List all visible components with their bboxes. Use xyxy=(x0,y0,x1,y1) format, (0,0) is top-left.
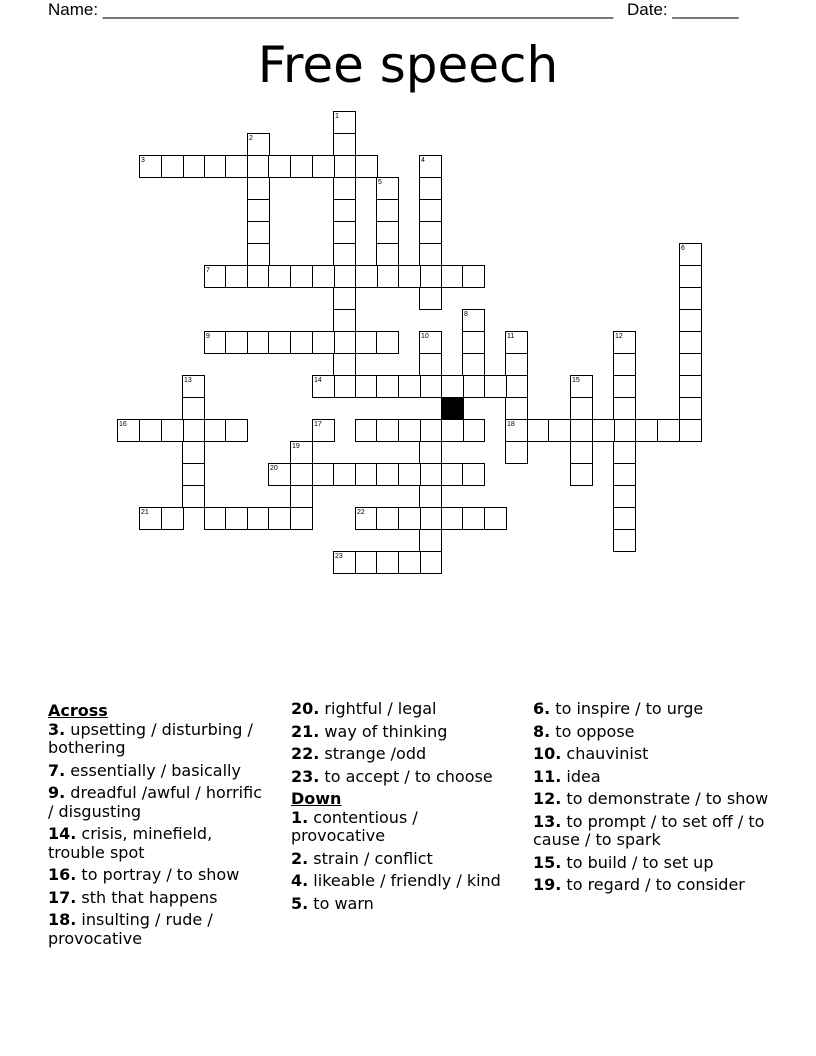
clue-number: 19. xyxy=(533,875,562,894)
grid-cell[interactable] xyxy=(419,419,442,442)
cell-number: 10 xyxy=(421,333,429,340)
grid-cell[interactable] xyxy=(247,155,270,178)
cell-number: 15 xyxy=(572,377,580,384)
clue xyxy=(533,700,773,719)
grid-cell[interactable] xyxy=(441,463,464,486)
grid-cell[interactable] xyxy=(204,155,227,178)
clue-number: 2. xyxy=(291,848,309,868)
clue-number: 4. xyxy=(291,871,309,890)
grid-cell[interactable] xyxy=(312,463,335,486)
grid-cell[interactable] xyxy=(247,507,270,530)
grid-cell[interactable] xyxy=(505,397,528,420)
clue xyxy=(291,872,516,891)
clue xyxy=(291,850,516,869)
grid-cell[interactable] xyxy=(613,375,636,398)
clue xyxy=(533,813,773,850)
clue xyxy=(533,790,773,809)
grid-cell[interactable] xyxy=(635,419,658,442)
grid-cell[interactable] xyxy=(419,507,442,530)
clue-text: contentious / provocative xyxy=(291,807,418,845)
grid-cell[interactable] xyxy=(225,507,248,530)
clues-column-3 xyxy=(533,700,773,899)
grid-cell[interactable] xyxy=(182,463,205,486)
grid-cell[interactable] xyxy=(376,507,399,530)
grid-cell[interactable] xyxy=(441,265,464,288)
cell-number: 18 xyxy=(507,421,515,428)
grid-cell[interactable] xyxy=(290,331,313,354)
grid-cell[interactable] xyxy=(247,331,270,354)
clue xyxy=(48,784,268,821)
name-field[interactable]: Name: ______________________________________________________ xyxy=(48,0,614,19)
grid-cell[interactable] xyxy=(333,199,356,222)
clue-text: upsetting / disturbing / bothering xyxy=(48,719,253,757)
grid-cell[interactable] xyxy=(679,397,702,420)
clue xyxy=(533,723,773,742)
grid-cell[interactable] xyxy=(333,463,356,486)
clue xyxy=(48,721,268,758)
grid-cell[interactable] xyxy=(355,463,378,486)
grid-cell[interactable] xyxy=(183,155,206,178)
clue-text: chauvinist xyxy=(561,744,649,763)
clue xyxy=(291,700,516,719)
grid-cell[interactable] xyxy=(484,507,507,530)
clue xyxy=(291,895,516,914)
grid-cell[interactable] xyxy=(333,243,356,266)
black-cell xyxy=(441,397,464,420)
grid-cell[interactable] xyxy=(376,199,399,222)
grid-cell[interactable] xyxy=(355,331,378,354)
grid-cell[interactable] xyxy=(376,331,399,354)
grid-cell[interactable] xyxy=(376,265,399,288)
grid-cell[interactable] xyxy=(182,419,205,442)
clue xyxy=(291,809,516,846)
clue xyxy=(48,825,268,862)
grid-cell[interactable] xyxy=(462,331,485,354)
cell-number: 7 xyxy=(206,267,210,274)
cell-number: 11 xyxy=(507,333,515,340)
grid-cell[interactable] xyxy=(247,243,270,266)
clue-number: 16. xyxy=(48,865,77,884)
clue-text: likeable / friendly / kind xyxy=(308,871,501,890)
grid-cell[interactable] xyxy=(462,265,485,288)
clue-text: essentially / basically xyxy=(65,760,241,780)
grid-cell[interactable] xyxy=(376,221,399,244)
grid-cell[interactable] xyxy=(398,551,421,574)
grid-cell[interactable] xyxy=(613,485,636,508)
grid-cell[interactable] xyxy=(613,507,636,530)
grid-cell[interactable] xyxy=(355,155,378,178)
grid-cell[interactable] xyxy=(333,287,356,310)
grid-cell[interactable] xyxy=(333,353,356,376)
cell-number: 13 xyxy=(184,377,192,384)
grid-cell[interactable] xyxy=(462,463,485,486)
grid-cell[interactable] xyxy=(268,155,291,178)
grid-cell[interactable] xyxy=(484,375,507,398)
grid-cell[interactable] xyxy=(679,309,702,332)
grid-cell[interactable] xyxy=(376,419,399,442)
cell-number: 22 xyxy=(357,509,365,516)
grid-cell[interactable] xyxy=(398,419,421,442)
cell-number: 4 xyxy=(421,157,425,164)
grid-cell[interactable] xyxy=(204,507,227,530)
clue xyxy=(48,911,268,948)
clue-text: to warn xyxy=(308,893,374,913)
grid-cell[interactable] xyxy=(290,463,313,486)
clue-section-heading: Down xyxy=(291,789,342,808)
cell-number: 12 xyxy=(615,333,623,340)
grid-cell[interactable] xyxy=(570,441,593,464)
clue-text: crisis, minefield, trouble spot xyxy=(48,824,213,862)
cell-number: 8 xyxy=(464,311,468,318)
grid-cell[interactable] xyxy=(570,419,593,442)
grid-cell[interactable] xyxy=(333,331,356,354)
clue xyxy=(291,768,516,787)
grid-cell[interactable] xyxy=(247,265,270,288)
grid-cell[interactable] xyxy=(527,419,550,442)
clue-text: way of thinking xyxy=(319,721,448,741)
grid-cell[interactable] xyxy=(613,397,636,420)
clue-number: 5. xyxy=(291,893,309,913)
grid-cell[interactable] xyxy=(419,463,442,486)
grid-cell[interactable] xyxy=(333,375,356,398)
grid-cell[interactable] xyxy=(333,221,356,244)
grid-cell[interactable] xyxy=(312,265,335,288)
grid-cell[interactable] xyxy=(441,375,464,398)
grid-cell[interactable] xyxy=(462,419,485,442)
clue-text: strange /odd xyxy=(319,744,427,763)
cell-number: 14 xyxy=(314,377,322,384)
clue xyxy=(533,854,773,873)
grid-cell[interactable] xyxy=(441,419,464,442)
grid-cell[interactable] xyxy=(376,243,399,266)
grid-cell[interactable] xyxy=(225,265,248,288)
clue-text: dreadful /awful / horrific / disgusting xyxy=(48,783,262,821)
clue-number: 10. xyxy=(533,744,562,763)
grid-cell[interactable] xyxy=(613,529,636,552)
clue-text: to portray / to show xyxy=(76,865,240,884)
grid-cell[interactable] xyxy=(679,353,702,376)
grid-cell[interactable] xyxy=(398,463,421,486)
clue-number: 20. xyxy=(291,699,320,718)
grid-cell[interactable] xyxy=(333,309,356,332)
clue-text: sth that happens xyxy=(76,887,218,907)
clue-number: 21. xyxy=(291,721,320,741)
grid-cell[interactable] xyxy=(268,331,291,354)
grid-cell[interactable] xyxy=(679,287,702,310)
grid-cell[interactable] xyxy=(679,419,702,442)
grid-cell[interactable] xyxy=(161,507,184,530)
grid-cell[interactable] xyxy=(398,375,421,398)
grid-cell[interactable] xyxy=(355,419,378,442)
clue-text: to build / to set up xyxy=(561,852,714,872)
cell-number: 6 xyxy=(681,245,685,252)
cell-number: 17 xyxy=(314,421,322,428)
grid-cell[interactable] xyxy=(225,155,248,178)
clue-text: to regard / to consider xyxy=(561,875,745,894)
clues-column-1 xyxy=(48,700,268,952)
grid-cell[interactable] xyxy=(592,419,615,442)
grid-cell[interactable] xyxy=(247,199,270,222)
grid-cell[interactable] xyxy=(376,463,399,486)
grid-cell[interactable] xyxy=(419,529,442,552)
clue-number: 3. xyxy=(48,719,66,739)
clue xyxy=(533,768,773,787)
clue-number: 17. xyxy=(48,887,77,907)
cell-number: 2 xyxy=(249,135,253,142)
grid-cell[interactable] xyxy=(290,507,313,530)
grid-cell[interactable] xyxy=(419,375,442,398)
grid-cell[interactable] xyxy=(570,397,593,420)
clue-number: 1. xyxy=(291,807,309,827)
grid-cell[interactable] xyxy=(613,441,636,464)
clue-number: 22. xyxy=(291,744,320,763)
grid-cell[interactable] xyxy=(333,133,356,156)
grid-cell[interactable] xyxy=(268,507,291,530)
clue-number: 8. xyxy=(533,721,551,741)
grid-cell[interactable] xyxy=(419,199,442,222)
grid-cell[interactable] xyxy=(462,375,485,398)
clue-number: 11. xyxy=(533,766,562,786)
clue-number: 12. xyxy=(533,789,562,808)
date-field[interactable]: Date: _______ xyxy=(627,0,739,19)
cell-number: 21 xyxy=(141,509,149,516)
grid-cell[interactable] xyxy=(398,507,421,530)
grid-cell[interactable] xyxy=(225,419,248,442)
grid-cell[interactable] xyxy=(441,507,464,530)
cell-number: 3 xyxy=(141,157,145,164)
grid-cell[interactable] xyxy=(333,265,356,288)
grid-cell[interactable] xyxy=(204,419,227,442)
grid-cell[interactable] xyxy=(312,331,335,354)
cell-number: 5 xyxy=(378,179,382,186)
grid-cell[interactable] xyxy=(247,177,270,200)
grid-cell[interactable] xyxy=(161,155,184,178)
grid-cell[interactable] xyxy=(333,155,356,178)
page-title: Free speech xyxy=(257,36,559,94)
clue-number: 13. xyxy=(533,811,562,831)
clue-number: 15. xyxy=(533,852,562,872)
grid-cell[interactable] xyxy=(613,353,636,376)
grid-cell[interactable] xyxy=(225,331,248,354)
clue-text: rightful / legal xyxy=(319,699,437,718)
grid-cell[interactable] xyxy=(355,551,378,574)
grid-cell[interactable] xyxy=(355,265,378,288)
clue-text: to accept / to choose xyxy=(319,766,493,786)
grid-cell[interactable] xyxy=(419,265,442,288)
grid-cell[interactable] xyxy=(398,265,421,288)
clue-text: idea xyxy=(561,766,601,786)
grid-cell[interactable] xyxy=(419,441,442,464)
grid-cell[interactable] xyxy=(419,551,442,574)
grid-cell[interactable] xyxy=(247,221,270,244)
grid-cell[interactable] xyxy=(161,419,184,442)
grid-cell[interactable] xyxy=(613,419,636,442)
grid-cell[interactable] xyxy=(290,155,313,178)
grid-cell[interactable] xyxy=(355,375,378,398)
clue-text: insulting / rude / provocative xyxy=(48,910,213,948)
grid-cell[interactable] xyxy=(419,177,442,200)
grid-cell[interactable] xyxy=(548,419,571,442)
grid-cell[interactable] xyxy=(679,331,702,354)
clue xyxy=(291,745,516,764)
clue-text: to prompt / to set off / to cause / to spark xyxy=(533,811,765,849)
grid-cell[interactable] xyxy=(139,419,162,442)
clue-number: 23. xyxy=(291,766,320,786)
grid-cell[interactable] xyxy=(419,221,442,244)
grid-cell[interactable] xyxy=(419,287,442,310)
grid-cell[interactable] xyxy=(505,441,528,464)
grid-cell[interactable] xyxy=(462,507,485,530)
clues-column-2 xyxy=(291,700,516,917)
cell-number: 9 xyxy=(206,333,210,340)
clue xyxy=(533,745,773,764)
clue-number: 6. xyxy=(533,699,551,718)
grid-cell[interactable] xyxy=(376,375,399,398)
clue xyxy=(291,723,516,742)
clue-number: 7. xyxy=(48,760,66,780)
cell-number: 16 xyxy=(119,421,127,428)
clue-number: 14. xyxy=(48,824,77,843)
grid-cell[interactable] xyxy=(419,485,442,508)
cell-number: 23 xyxy=(335,553,343,560)
clue-text: strain / conflict xyxy=(308,848,433,868)
clue xyxy=(48,762,268,781)
cell-number: 1 xyxy=(335,113,339,120)
grid-cell[interactable] xyxy=(570,463,593,486)
grid-cell[interactable] xyxy=(268,265,291,288)
cell-number: 20 xyxy=(270,465,278,472)
clue-number: 9. xyxy=(48,783,66,802)
grid-cell[interactable] xyxy=(462,353,485,376)
clue-text: to inspire / to urge xyxy=(550,699,704,718)
grid-cell[interactable] xyxy=(376,551,399,574)
grid-cell[interactable] xyxy=(182,485,205,508)
clue-number: 18. xyxy=(48,910,77,929)
grid-cell[interactable] xyxy=(182,441,205,464)
grid-cell[interactable] xyxy=(679,265,702,288)
clue-text: to demonstrate / to show xyxy=(561,789,769,808)
grid-cell[interactable] xyxy=(333,177,356,200)
grid-cell[interactable] xyxy=(657,419,680,442)
grid-cell[interactable] xyxy=(613,463,636,486)
grid-cell[interactable] xyxy=(419,353,442,376)
grid-cell[interactable] xyxy=(505,375,528,398)
clue xyxy=(533,876,773,895)
grid-cell[interactable] xyxy=(312,155,335,178)
clue xyxy=(48,889,268,908)
grid-cell[interactable] xyxy=(290,485,313,508)
grid-cell[interactable] xyxy=(290,265,313,288)
clue-text: to oppose xyxy=(550,721,635,741)
grid-cell[interactable] xyxy=(182,397,205,420)
clue xyxy=(48,866,268,885)
grid-cell[interactable] xyxy=(679,375,702,398)
grid-cell[interactable] xyxy=(419,243,442,266)
cell-number: 19 xyxy=(292,443,300,450)
clue-section-heading: Across xyxy=(48,701,108,720)
grid-cell[interactable] xyxy=(505,353,528,376)
